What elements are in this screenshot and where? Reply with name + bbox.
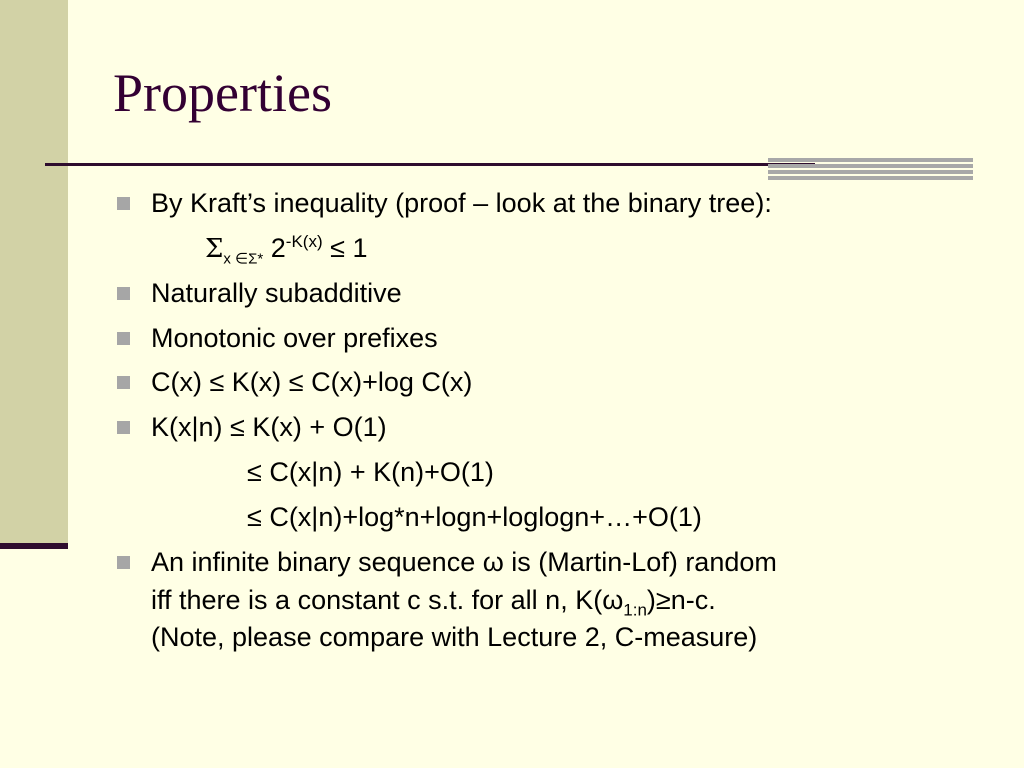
bullet-martin-lof-line-2 — [151, 585, 716, 620]
kraft-formula — [205, 232, 368, 268]
slide-title: Properties — [113, 63, 332, 123]
bullet-marker — [117, 376, 130, 389]
bullet-martin-lof-line-1: An infinite binary sequence ω is (Martin-Lof) random — [151, 547, 777, 577]
bullet-marker — [117, 332, 130, 345]
martin-lof-subscript: 1:n — [623, 600, 647, 620]
bullet-martin-lof-line-3: (Note, please compare with Lecture 2, C-measure) — [151, 622, 758, 652]
bullet-marker — [117, 197, 130, 210]
bullet-conditional-bound: K(x|n) ≤ K(x) + O(1) — [151, 412, 387, 442]
formula-rhs: ≤ 1 — [330, 233, 368, 263]
continuation-line-2: ≤ C(x|n)+log*n+logn+loglogn+…+O(1) — [247, 502, 702, 532]
sigma-symbol: Σ — [205, 234, 224, 264]
formula-base: 2 — [270, 233, 286, 263]
sum-index: x ∈Σ* — [223, 250, 264, 268]
bullet-subadditive: Naturally subadditive — [151, 278, 402, 308]
bullet-kraft-inequality: By Kraft’s inequality (proof – look at the binary tree): — [151, 188, 772, 218]
bullet-c-k-bound: C(x) ≤ K(x) ≤ C(x)+log C(x) — [151, 367, 473, 397]
formula-exponent: -K(x) — [285, 232, 323, 251]
bullet-marker — [117, 556, 130, 569]
bullet-marker — [117, 287, 130, 300]
bullet-marker — [117, 421, 130, 434]
bullet-monotonic: Monotonic over prefixes — [151, 323, 438, 353]
continuation-line-1: ≤ C(x|n) + K(n)+O(1) — [247, 457, 494, 487]
martin-lof-text-a: iff there is a constant c s.t. for all n, K(ω — [151, 585, 624, 615]
martin-lof-text-b: )≥n-c. — [646, 585, 716, 615]
